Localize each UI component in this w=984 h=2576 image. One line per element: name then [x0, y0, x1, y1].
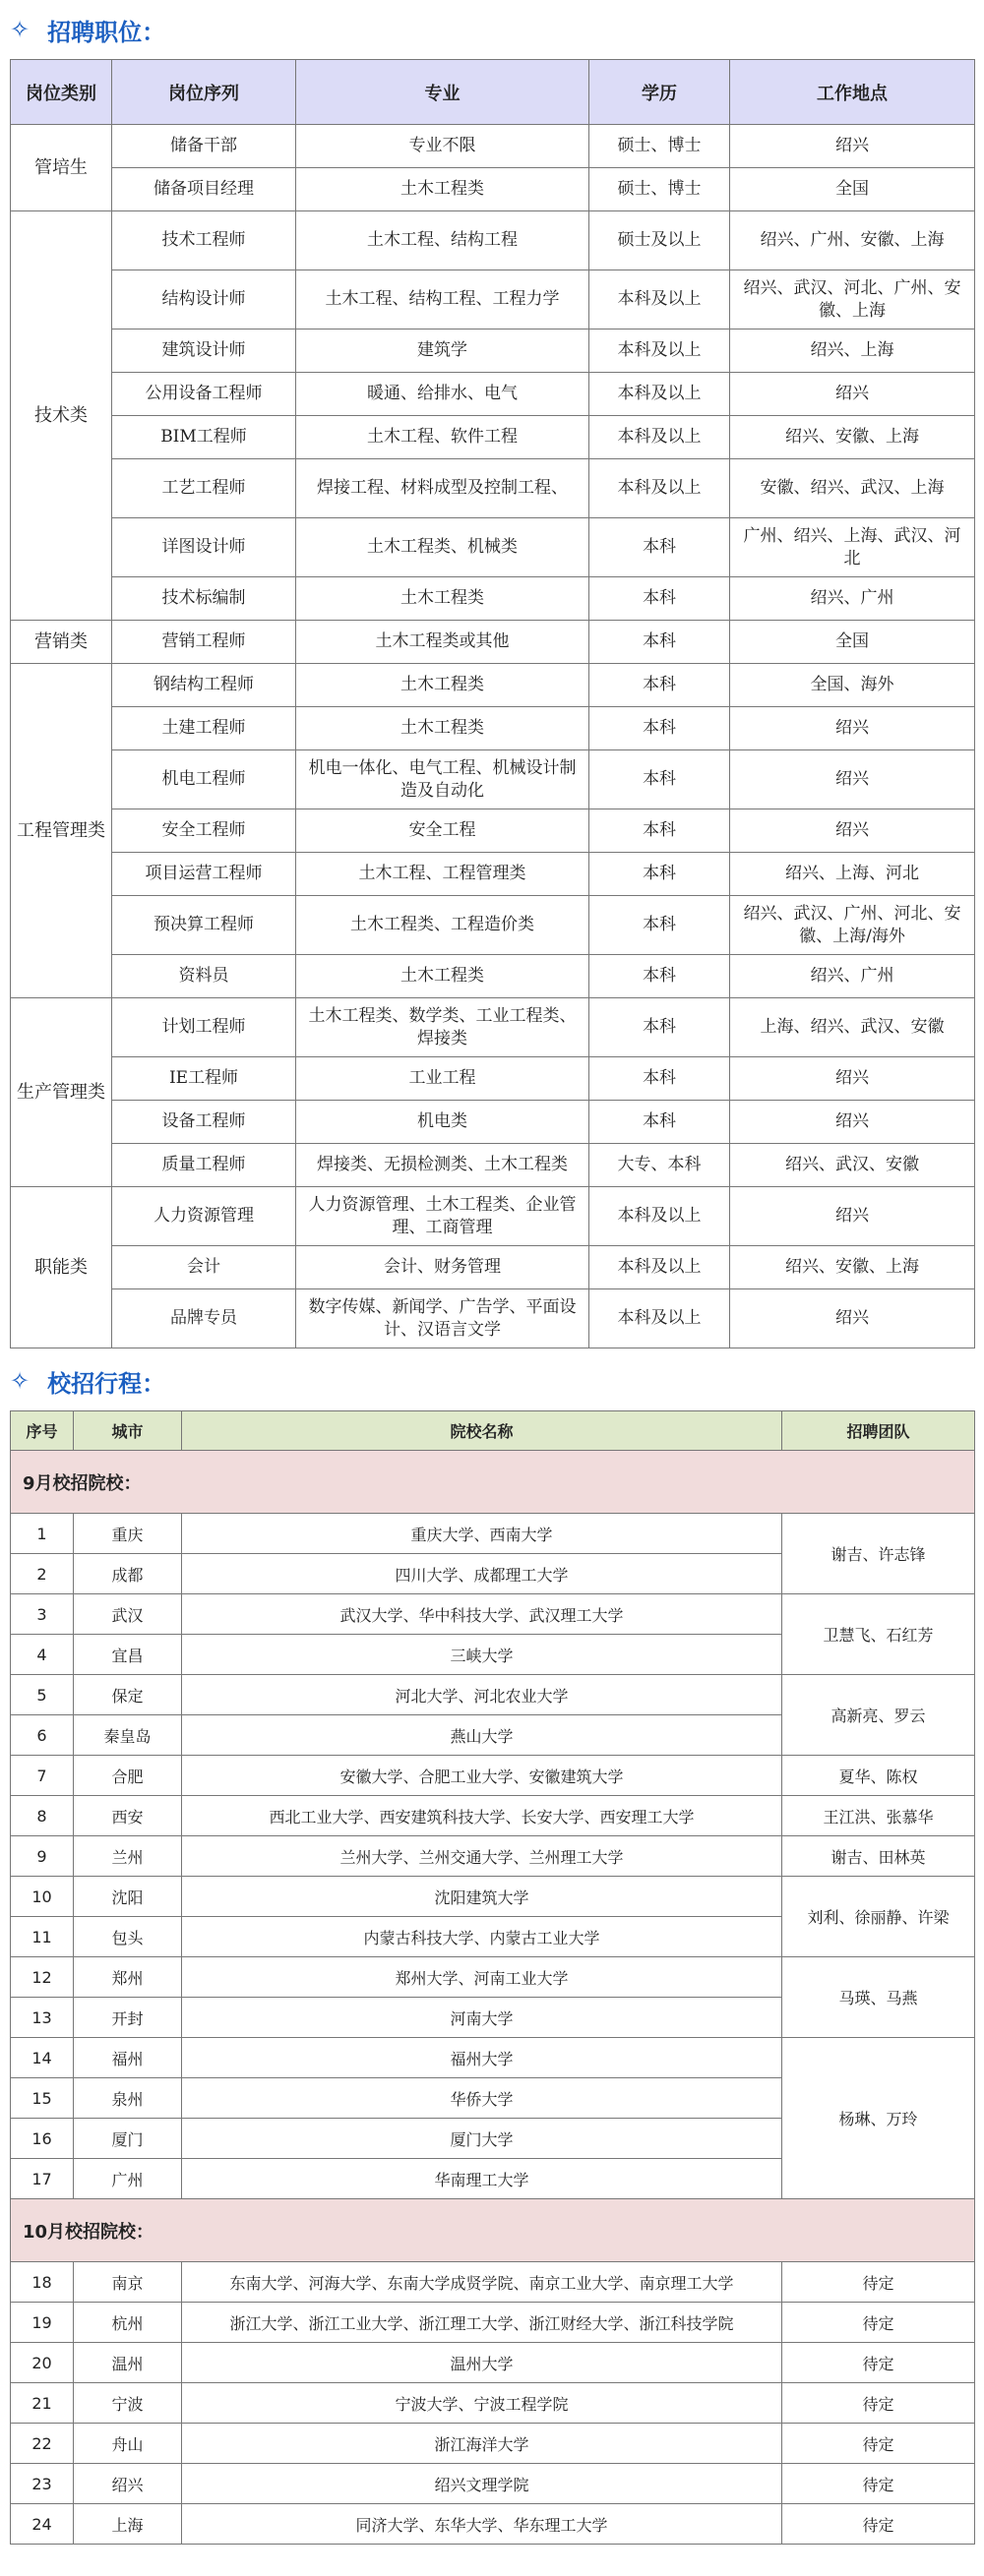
degree-cell: 本科: [589, 998, 730, 1057]
location-cell: 安徽、绍兴、武汉、上海: [730, 459, 975, 518]
index-cell: 7: [11, 1756, 74, 1796]
major-cell: 土木工程类、机械类: [296, 518, 589, 577]
table-row: [11, 1877, 975, 1917]
school-cell: 三峡大学: [182, 1635, 782, 1675]
table-row: [11, 707, 975, 750]
team-cell: 待定: [782, 2383, 975, 2424]
schedule-title-text: 校招行程：: [47, 1369, 166, 1398]
table-row: [11, 459, 975, 518]
degree-cell: 本科: [589, 518, 730, 577]
team-cell: 待定: [782, 2424, 975, 2464]
city-cell: 开封: [74, 1998, 182, 2038]
index-cell: 8: [11, 1796, 74, 1836]
table-row: [11, 2038, 975, 2078]
category-cell: 技术类: [11, 211, 112, 621]
table-row: [11, 2303, 975, 2343]
city-cell: 成都: [74, 1554, 182, 1594]
team-cell: 卫慧飞、石红芳: [782, 1594, 975, 1675]
position-cell: 土建工程师: [112, 707, 296, 750]
table-row: [11, 270, 975, 329]
major-cell: 土木工程类: [296, 707, 589, 750]
table-row: [11, 1246, 975, 1289]
table-row: [11, 1796, 975, 1836]
location-cell: 绍兴、武汉、安徽: [730, 1144, 975, 1187]
degree-cell: 本科及以上: [589, 1187, 730, 1246]
category-cell: 工程管理类: [11, 664, 112, 998]
position-cell: 人力资源管理: [112, 1187, 296, 1246]
major-cell: 机电类: [296, 1101, 589, 1144]
degree-cell: 本科: [589, 955, 730, 998]
table-row: [11, 1057, 975, 1101]
position-cell: 技术工程师: [112, 211, 296, 270]
column-header: 工作地点: [730, 60, 975, 125]
column-header: 院校名称: [182, 1411, 782, 1451]
city-cell: 宜昌: [74, 1635, 182, 1675]
major-cell: 土木工程类: [296, 577, 589, 621]
team-cell: 待定: [782, 2504, 975, 2545]
school-cell: 燕山大学: [182, 1715, 782, 1756]
position-cell: 建筑设计师: [112, 329, 296, 373]
index-cell: 21: [11, 2383, 74, 2424]
month-label: 10月校招院校：: [11, 2199, 975, 2262]
school-cell: 重庆大学、西南大学: [182, 1514, 782, 1554]
degree-cell: 本科: [589, 896, 730, 955]
team-cell: 待定: [782, 2464, 975, 2504]
column-header: 专业: [296, 60, 589, 125]
position-cell: 工艺工程师: [112, 459, 296, 518]
major-cell: 专业不限: [296, 125, 589, 168]
index-cell: 15: [11, 2078, 74, 2119]
city-cell: 西安: [74, 1796, 182, 1836]
index-cell: 17: [11, 2159, 74, 2199]
location-cell: 绍兴、武汉、广州、河北、安徽、上海/海外: [730, 896, 975, 955]
degree-cell: 硕士、博士: [589, 168, 730, 211]
degree-cell: 本科: [589, 809, 730, 853]
position-cell: 品牌专员: [112, 1289, 296, 1348]
table-row: [11, 1101, 975, 1144]
month-header-row: [11, 2199, 975, 2262]
location-cell: 绍兴: [730, 1057, 975, 1101]
category-cell: 营销类: [11, 621, 112, 664]
table-row: [11, 1756, 975, 1796]
city-cell: 杭州: [74, 2303, 182, 2343]
location-cell: 绍兴、广州、安徽、上海: [730, 211, 975, 270]
table-row: [11, 809, 975, 853]
index-cell: 24: [11, 2504, 74, 2545]
index-cell: 16: [11, 2119, 74, 2159]
school-cell: 浙江海洋大学: [182, 2424, 782, 2464]
table-row: [11, 211, 975, 270]
position-cell: 资料员: [112, 955, 296, 998]
degree-cell: 本科及以上: [589, 459, 730, 518]
table-row: [11, 664, 975, 707]
team-cell: 刘利、徐丽静、许梁: [782, 1877, 975, 1957]
school-cell: 兰州大学、兰州交通大学、兰州理工大学: [182, 1836, 782, 1877]
degree-cell: 本科: [589, 664, 730, 707]
schedule-table: [10, 1410, 975, 2545]
school-cell: 厦门大学: [182, 2119, 782, 2159]
position-cell: 预决算工程师: [112, 896, 296, 955]
team-cell: 夏华、陈权: [782, 1756, 975, 1796]
table-row: [11, 1187, 975, 1246]
table-row: [11, 1675, 975, 1715]
degree-cell: 本科: [589, 750, 730, 809]
table-row: [11, 329, 975, 373]
degree-cell: 本科: [589, 621, 730, 664]
column-header: 城市: [74, 1411, 182, 1451]
index-cell: 20: [11, 2343, 74, 2383]
location-cell: 绍兴、上海: [730, 329, 975, 373]
school-cell: 河北大学、河北农业大学: [182, 1675, 782, 1715]
school-cell: 福州大学: [182, 2038, 782, 2078]
major-cell: 数字传媒、新闻学、广告学、平面设计、汉语言文学: [296, 1289, 589, 1348]
position-cell: 机电工程师: [112, 750, 296, 809]
team-cell: 马瑛、马燕: [782, 1957, 975, 2038]
city-cell: 包头: [74, 1917, 182, 1957]
index-cell: 12: [11, 1957, 74, 1998]
category-cell: 生产管理类: [11, 998, 112, 1187]
location-cell: 绍兴、安徽、上海: [730, 416, 975, 459]
table-row: [11, 853, 975, 896]
location-cell: 绍兴: [730, 707, 975, 750]
index-cell: 4: [11, 1635, 74, 1675]
city-cell: 厦门: [74, 2119, 182, 2159]
degree-cell: 本科及以上: [589, 329, 730, 373]
index-cell: 18: [11, 2262, 74, 2303]
city-cell: 郑州: [74, 1957, 182, 1998]
major-cell: 焊接工程、材料成型及控制工程、: [296, 459, 589, 518]
table-row: [11, 2504, 975, 2545]
schedule-section: [0, 1351, 984, 2545]
location-cell: 上海、绍兴、武汉、安徽: [730, 998, 975, 1057]
major-cell: 会计、财务管理: [296, 1246, 589, 1289]
degree-cell: 本科: [589, 853, 730, 896]
location-cell: 广州、绍兴、上海、武汉、河北: [730, 518, 975, 577]
table-row: [11, 577, 975, 621]
school-cell: 华南理工大学: [182, 2159, 782, 2199]
city-cell: 舟山: [74, 2424, 182, 2464]
location-cell: 绍兴、安徽、上海: [730, 1246, 975, 1289]
city-cell: 重庆: [74, 1514, 182, 1554]
school-cell: 武汉大学、华中科技大学、武汉理工大学: [182, 1594, 782, 1635]
table-row: [11, 621, 975, 664]
major-cell: 土木工程、结构工程、工程力学: [296, 270, 589, 329]
position-cell: 钢结构工程师: [112, 664, 296, 707]
city-cell: 泉州: [74, 2078, 182, 2119]
degree-cell: 硕士及以上: [589, 211, 730, 270]
column-header: 招聘团队: [782, 1411, 975, 1451]
positions-table: [10, 59, 975, 1348]
location-cell: 全国: [730, 168, 975, 211]
major-cell: 工业工程: [296, 1057, 589, 1101]
major-cell: 土木工程类、数学类、工业工程类、焊接类: [296, 998, 589, 1057]
degree-cell: 本科及以上: [589, 416, 730, 459]
category-cell: 职能类: [11, 1187, 112, 1348]
schedule-section-title: [0, 1351, 984, 1410]
location-cell: 绍兴: [730, 1289, 975, 1348]
school-cell: 西北工业大学、西安建筑科技大学、长安大学、西安理工大学: [182, 1796, 782, 1836]
degree-cell: 本科: [589, 1101, 730, 1144]
major-cell: 土木工程类: [296, 955, 589, 998]
degree-cell: 本科及以上: [589, 373, 730, 416]
table-row: [11, 896, 975, 955]
school-cell: 浙江大学、浙江工业大学、浙江理工大学、浙江财经大学、浙江科技学院: [182, 2303, 782, 2343]
city-cell: 绍兴: [74, 2464, 182, 2504]
index-cell: 23: [11, 2464, 74, 2504]
position-cell: 详图设计师: [112, 518, 296, 577]
position-cell: BIM工程师: [112, 416, 296, 459]
index-cell: 9: [11, 1836, 74, 1877]
major-cell: 暖通、给排水、电气: [296, 373, 589, 416]
location-cell: 全国: [730, 621, 975, 664]
city-cell: 广州: [74, 2159, 182, 2199]
city-cell: 温州: [74, 2343, 182, 2383]
team-cell: 杨琳、万玲: [782, 2038, 975, 2199]
month-label: 9月校招院校：: [11, 1451, 975, 1514]
column-header: 岗位序列: [112, 60, 296, 125]
table-row: [11, 518, 975, 577]
table-row: [11, 955, 975, 998]
table-row: [11, 2383, 975, 2424]
position-cell: 公用设备工程师: [112, 373, 296, 416]
location-cell: 绍兴、武汉、河北、广州、安徽、上海: [730, 270, 975, 329]
location-cell: 绍兴: [730, 125, 975, 168]
index-cell: 19: [11, 2303, 74, 2343]
location-cell: 绍兴: [730, 750, 975, 809]
table-row: [11, 1144, 975, 1187]
major-cell: 土木工程、软件工程: [296, 416, 589, 459]
table-row: [11, 1289, 975, 1348]
school-cell: 四川大学、成都理工大学: [182, 1554, 782, 1594]
city-cell: 保定: [74, 1675, 182, 1715]
degree-cell: 本科: [589, 1057, 730, 1101]
degree-cell: 本科及以上: [589, 1246, 730, 1289]
school-cell: 沈阳建筑大学: [182, 1877, 782, 1917]
index-cell: 2: [11, 1554, 74, 1594]
table-row: [11, 1594, 975, 1635]
table-row: [11, 2464, 975, 2504]
diamond-icon: ✧: [10, 16, 31, 43]
location-cell: 绍兴: [730, 1101, 975, 1144]
index-cell: 10: [11, 1877, 74, 1917]
degree-cell: 本科及以上: [589, 270, 730, 329]
position-cell: 质量工程师: [112, 1144, 296, 1187]
major-cell: 人力资源管理、土木工程类、企业管理、工商管理: [296, 1187, 589, 1246]
location-cell: 绍兴、广州: [730, 955, 975, 998]
school-cell: 安徽大学、合肥工业大学、安徽建筑大学: [182, 1756, 782, 1796]
team-cell: 待定: [782, 2303, 975, 2343]
table-row: [11, 1836, 975, 1877]
table-row: [11, 750, 975, 809]
position-cell: 储备项目经理: [112, 168, 296, 211]
degree-cell: 大专、本科: [589, 1144, 730, 1187]
index-cell: 11: [11, 1917, 74, 1957]
major-cell: 焊接类、无损检测类、土木工程类: [296, 1144, 589, 1187]
positions-header-row: [11, 60, 975, 125]
position-cell: 营销工程师: [112, 621, 296, 664]
table-row: [11, 416, 975, 459]
degree-cell: 本科及以上: [589, 1289, 730, 1348]
location-cell: 绍兴: [730, 809, 975, 853]
school-cell: 宁波大学、宁波工程学院: [182, 2383, 782, 2424]
index-cell: 22: [11, 2424, 74, 2464]
degree-cell: 本科: [589, 577, 730, 621]
positions-section-title: [0, 0, 984, 59]
city-cell: 宁波: [74, 2383, 182, 2424]
school-cell: 郑州大学、河南工业大学: [182, 1957, 782, 1998]
table-row: [11, 2424, 975, 2464]
table-row: [11, 125, 975, 168]
index-cell: 13: [11, 1998, 74, 2038]
location-cell: 绍兴: [730, 1187, 975, 1246]
table-row: [11, 168, 975, 211]
position-cell: 设备工程师: [112, 1101, 296, 1144]
school-cell: 内蒙古科技大学、内蒙古工业大学: [182, 1917, 782, 1957]
location-cell: 绍兴: [730, 373, 975, 416]
city-cell: 武汉: [74, 1594, 182, 1635]
degree-cell: 本科: [589, 707, 730, 750]
team-cell: 王江洪、张慕华: [782, 1796, 975, 1836]
degree-cell: 硕士、博士: [589, 125, 730, 168]
index-cell: 3: [11, 1594, 74, 1635]
index-cell: 14: [11, 2038, 74, 2078]
school-cell: 同济大学、东华大学、华东理工大学: [182, 2504, 782, 2545]
category-cell: 管培生: [11, 125, 112, 211]
major-cell: 安全工程: [296, 809, 589, 853]
city-cell: 南京: [74, 2262, 182, 2303]
month-header-row: [11, 1451, 975, 1514]
column-header: 序号: [11, 1411, 74, 1451]
location-cell: 绍兴、广州: [730, 577, 975, 621]
team-cell: 待定: [782, 2343, 975, 2383]
major-cell: 土木工程类或其他: [296, 621, 589, 664]
major-cell: 土木工程类: [296, 664, 589, 707]
table-row: [11, 373, 975, 416]
index-cell: 1: [11, 1514, 74, 1554]
index-cell: 6: [11, 1715, 74, 1756]
major-cell: 土木工程类、工程造价类: [296, 896, 589, 955]
table-row: [11, 998, 975, 1057]
schedule-header-row: [11, 1411, 975, 1451]
position-cell: 结构设计师: [112, 270, 296, 329]
position-cell: 安全工程师: [112, 809, 296, 853]
city-cell: 兰州: [74, 1836, 182, 1877]
location-cell: 全国、海外: [730, 664, 975, 707]
position-cell: IE工程师: [112, 1057, 296, 1101]
major-cell: 土木工程类: [296, 168, 589, 211]
table-row: [11, 2343, 975, 2383]
major-cell: 土木工程、工程管理类: [296, 853, 589, 896]
table-row: [11, 1514, 975, 1554]
table-row: [11, 2262, 975, 2303]
position-cell: 会计: [112, 1246, 296, 1289]
city-cell: 秦皇岛: [74, 1715, 182, 1756]
team-cell: 谢吉、许志锋: [782, 1514, 975, 1594]
location-cell: 绍兴、上海、河北: [730, 853, 975, 896]
city-cell: 上海: [74, 2504, 182, 2545]
school-cell: 华侨大学: [182, 2078, 782, 2119]
major-cell: 土木工程、结构工程: [296, 211, 589, 270]
school-cell: 温州大学: [182, 2343, 782, 2383]
column-header: 学历: [589, 60, 730, 125]
school-cell: 河南大学: [182, 1998, 782, 2038]
position-cell: 储备干部: [112, 125, 296, 168]
city-cell: 福州: [74, 2038, 182, 2078]
team-cell: 高新亮、罗云: [782, 1675, 975, 1756]
major-cell: 建筑学: [296, 329, 589, 373]
table-row: [11, 1957, 975, 1998]
position-cell: 项目运营工程师: [112, 853, 296, 896]
index-cell: 5: [11, 1675, 74, 1715]
column-header: 岗位类别: [11, 60, 112, 125]
position-cell: 计划工程师: [112, 998, 296, 1057]
major-cell: 机电一体化、电气工程、机械设计制造及自动化: [296, 750, 589, 809]
positions-title-text: 招聘职位：: [47, 18, 166, 46]
school-cell: 东南大学、河海大学、东南大学成贤学院、南京工业大学、南京理工大学: [182, 2262, 782, 2303]
diamond-icon: ✧: [10, 1367, 31, 1395]
city-cell: 沈阳: [74, 1877, 182, 1917]
school-cell: 绍兴文理学院: [182, 2464, 782, 2504]
position-cell: 技术标编制: [112, 577, 296, 621]
team-cell: 谢吉、田林英: [782, 1836, 975, 1877]
city-cell: 合肥: [74, 1756, 182, 1796]
team-cell: 待定: [782, 2262, 975, 2303]
